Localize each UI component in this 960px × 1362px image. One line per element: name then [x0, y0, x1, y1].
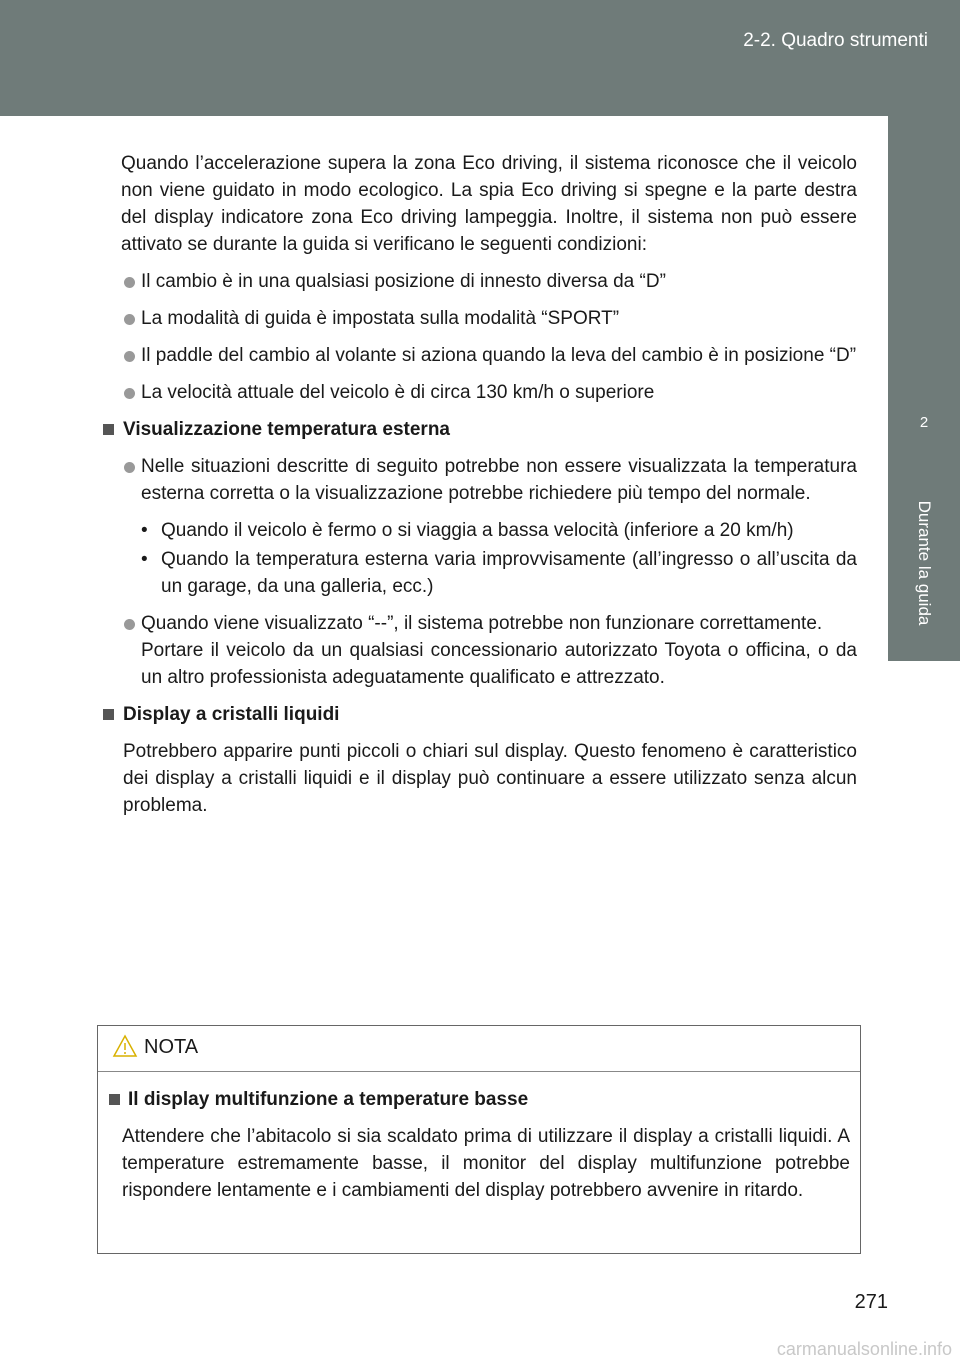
heading-text: Il display multifunzione a temperature basse: [128, 1089, 529, 1110]
main-content: [97, 150, 857, 829]
section-heading-lcd: [97, 701, 857, 728]
section-title: 2-2. Quadro strumenti: [743, 30, 928, 51]
bullet-dot-icon: [124, 314, 135, 325]
bullet-dot-icon: [124, 619, 135, 630]
note-body: [98, 1086, 860, 1204]
bullet-dot-icon: [124, 388, 135, 399]
heading-text: Visualizzazione temperatura esterna: [123, 419, 450, 440]
square-bullet-icon: [103, 424, 114, 435]
list-item: [97, 453, 857, 507]
sub-bullet-icon: •: [141, 549, 148, 570]
note-header: [98, 1026, 860, 1072]
chapter-label: [888, 468, 960, 658]
list-item-text: La modalità di guida è impostata sulla modalità “SPORT”: [141, 308, 620, 329]
note-title: NOTA: [144, 1036, 199, 1058]
list-item-text: Il cambio è in una qualsiasi posizione di innesto diversa da “D”: [141, 271, 666, 292]
sub-item-text: Quando il veicolo è fermo o si viaggia a bassa velocità (inferiore a 20 km/h): [161, 520, 794, 541]
warning-icon: [112, 1034, 138, 1058]
heading-text: Display a cristalli liquidi: [123, 704, 340, 725]
list-item-text: Nelle situazioni descritte di seguito potrebbe non essere visualizzata la temperatura esterna corretta o la visualizzazione potrebbe richiedere più tempo del normale.: [141, 456, 857, 504]
intro-paragraph: Quando l’accelerazione supera la zona Eco driving, il sistema riconosce che il veicolo non viene guidato in modo ecologico. La spia Eco driving si spegne e la parte destra del display indicatore zona Eco driving lampeggia. Inoltre, il sistema non può essere attivato se durante la guida si verificano le seguenti condizioni:: [121, 153, 857, 255]
note-box: [97, 1025, 861, 1254]
lcd-paragraph: Potrebbero apparire punti piccoli o chiari sul display. Questo fenomeno è caratteristico dei display a cristalli liquidi e il display può continuare a essere utilizzato senza alcun problema.: [123, 741, 857, 816]
watermark: carmanualsonline.info: [776, 1339, 952, 1359]
note-heading: [98, 1086, 860, 1113]
list-item-text: Il paddle del cambio al volante si aziona quando la leva del cambio è in posizione “D”: [141, 345, 857, 366]
bullet-dot-icon: [124, 277, 135, 288]
chapter-label-text: Durante la guida: [915, 500, 934, 626]
note-paragraph: Attendere che l’abitacolo si sia scaldato prima di utilizzare il display a cristalli liquidi. A temperature estremamente basse, il monitor del display multifunzione potrebbe rispondere lentamente e i cambiamenti del display potrebbero avvenire in ritardo.: [122, 1126, 850, 1201]
section-heading-temperature: [97, 416, 857, 443]
square-bullet-icon: [109, 1094, 120, 1105]
sub-list-item: [97, 546, 857, 600]
chapter-number: 2: [919, 414, 929, 431]
list-item-text: La velocità attuale del veicolo è di circa 130 km/h o superiore: [141, 382, 655, 403]
list-item: [97, 305, 857, 332]
list-item: [97, 610, 857, 691]
list-item: [97, 268, 857, 295]
page-number: 271: [854, 1291, 888, 1313]
page-header: [0, 0, 960, 116]
list-item-text: Portare il veicolo da un qualsiasi concessionario autorizzato Toyota o officina, o da un altro professionista adeguatamente qualificato e attrezzato.: [141, 640, 857, 688]
bullet-dot-icon: [124, 462, 135, 473]
list-item: [97, 379, 857, 406]
bullet-dot-icon: [124, 351, 135, 362]
square-bullet-icon: [103, 709, 114, 720]
list-item: [97, 342, 857, 369]
sub-item-text: Quando la temperatura esterna varia improvvisamente (all’ingresso o all’uscita da un garage, da una galleria, ecc.): [161, 549, 857, 597]
list-item-text: Quando viene visualizzato “--”, il sistema potrebbe non funzionare correttamente.: [141, 613, 823, 634]
sub-bullet-icon: •: [141, 520, 148, 541]
sub-list-item: [97, 517, 857, 544]
